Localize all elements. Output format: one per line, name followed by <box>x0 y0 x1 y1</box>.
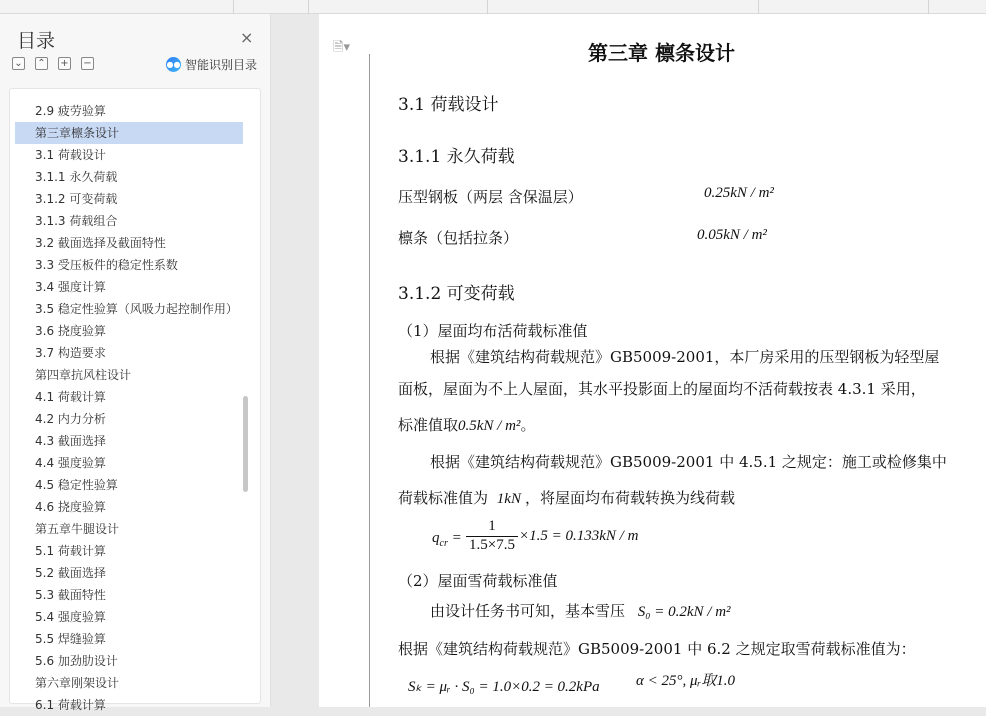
dead-load-2-label: 檩条（包括拉条） <box>398 229 519 247</box>
paragraph-3 <box>430 600 731 621</box>
toc-item[interactable]: 5.2 截面选择 <box>35 566 106 580</box>
equation-1-fraction <box>466 518 518 554</box>
equation-1-lhs: $q_{cr}$ = <box>432 530 462 549</box>
dead-load-1-value: 0.25kN / m² <box>704 185 774 201</box>
toc-scrollbar[interactable] <box>243 396 248 492</box>
toc-item[interactable]: 3.1.2 可变荷载 <box>35 192 118 206</box>
toc-item[interactable]: 3.7 构造要求 <box>35 346 106 360</box>
paragraph-2-text: 荷载标准值为 <box>398 489 489 507</box>
toc-item[interactable]: 3.2 截面选择及截面特性 <box>35 236 166 250</box>
ai-icon: ●● <box>166 57 181 72</box>
paragraph-1-text: 标准值取 <box>398 416 459 434</box>
live-load-value: 0.5kN / m² <box>458 418 521 434</box>
equation-2-condition: α < 25°, μᵣ取1.0 <box>636 673 735 689</box>
dead-load-1-label: 压型钢板（两层 含保温层） <box>398 188 583 206</box>
chapter-title: 第三章 檩条设计 <box>588 41 735 65</box>
paragraph-2-line-1: 根据《建筑结构荷载规范》GB5009-2001 中 4.5.1 之规定：施工或检修集中 <box>430 453 947 471</box>
toc-toolbar <box>12 57 94 70</box>
section-3-1-heading: 3.1 荷载设计 <box>398 95 499 115</box>
toc-item[interactable]: 4.5 稳定性验算 <box>35 478 118 492</box>
smart-toc-button[interactable] <box>166 56 257 73</box>
toc-item[interactable]: 4.1 荷载计算 <box>35 390 106 404</box>
paragraph-1-end: 。 <box>520 416 536 434</box>
item-1-heading: （1）屋面均布活荷载标准值 <box>398 322 588 340</box>
paragraph-1-line-2: 面板，屋面为不上人屋面，其水平投影面上的屋面均不活荷载按表 4.3.1 采用， <box>398 380 926 398</box>
toc-item[interactable]: 第三章檩条设计 <box>15 122 243 144</box>
remove-level-button[interactable]: − <box>81 57 94 70</box>
dead-load-2-value: 0.05kN / m² <box>697 227 767 243</box>
paragraph-2-end: ，将屋面均布荷载转换为线荷载 <box>524 489 735 507</box>
toc-item[interactable]: 3.5 稳定性验算（风吸力起控制作用） <box>35 302 238 316</box>
toc-item[interactable]: 3.6 挠度验算 <box>35 324 106 338</box>
margin-line <box>369 54 370 707</box>
eq1-denominator: 1.5×7.5 <box>469 537 515 553</box>
smart-toc-label: 智能识别目录 <box>185 58 258 72</box>
item-2-heading: （2）屋面雪荷载标准值 <box>398 572 558 590</box>
toc-item[interactable]: 3.3 受压板件的稳定性系数 <box>35 258 178 272</box>
toc-item[interactable]: 5.4 强度验算 <box>35 610 106 624</box>
toc-item[interactable]: 4.6 挠度验算 <box>35 500 106 514</box>
toc-item[interactable]: 5.3 截面特性 <box>35 588 106 602</box>
toc-item[interactable]: 3.4 强度计算 <box>35 280 106 294</box>
toc-item[interactable]: 2.9 疲劳验算 <box>35 104 106 118</box>
toc-item[interactable]: 5.1 荷载计算 <box>35 544 106 558</box>
paragraph-3-text: 由设计任务书可知，基本雪压 <box>430 602 626 620</box>
toc-item[interactable]: 第四章抗风柱设计 <box>35 368 132 382</box>
eq1-q: q <box>432 530 440 546</box>
section-3-1-1-heading: 3.1.1 永久荷载 <box>398 147 515 167</box>
equation-2: Sₖ = μᵣ · S₀ = 1.0×0.2 = 0.2kPa <box>408 679 600 695</box>
toc-list <box>9 88 261 712</box>
toc-item[interactable]: 5.6 加劲肋设计 <box>35 654 118 668</box>
toc-item[interactable]: 4.2 内力分析 <box>35 412 106 426</box>
document-icon[interactable]: 🗎▾ <box>333 40 350 55</box>
concentrated-load-value: 1kN <box>496 491 521 507</box>
collapse-all-button[interactable]: ⌄ <box>12 57 25 70</box>
eq1-numerator: 1 <box>466 518 518 537</box>
eq1-sub: cr <box>439 538 448 549</box>
toc-item[interactable]: 3.1.1 永久荷载 <box>35 170 118 184</box>
toc-item[interactable]: 4.4 强度验算 <box>35 456 106 470</box>
toc-title: 目录 <box>17 30 56 52</box>
toc-item[interactable]: 5.5 焊缝验算 <box>35 632 106 646</box>
toc-panel <box>0 14 271 712</box>
add-level-button[interactable]: + <box>58 57 71 70</box>
expand-up-button[interactable]: ⌃ <box>35 57 48 70</box>
toc-item[interactable]: 第六章刚架设计 <box>35 676 120 690</box>
paragraph-4: 根据《建筑结构荷载规范》GB5009-2001 中 6.2 之规定取雪荷载标准值为： <box>398 640 916 658</box>
toc-item[interactable]: 6.1 荷载计算 <box>35 698 106 712</box>
ruler-strip <box>0 0 986 14</box>
close-icon[interactable]: × <box>240 28 254 47</box>
toc-item[interactable]: 3.1 荷载设计 <box>35 148 106 162</box>
paragraph-2-line-2 <box>398 487 735 508</box>
paragraph-1-line-1: 根据《建筑结构荷载规范》GB5009-2001，本厂房采用的压型钢板为轻型屋 <box>430 348 940 366</box>
snow-pressure-value: S₀ = 0.2kN / m² <box>637 604 731 620</box>
equation-1-rhs: ×1.5 = 0.133kN / m <box>519 528 639 544</box>
paragraph-1-line-3 <box>398 414 535 435</box>
toc-item[interactable]: 3.1.3 荷载组合 <box>35 214 118 228</box>
toc-item[interactable]: 第五章牛腿设计 <box>35 522 120 536</box>
section-3-1-2-heading: 3.1.2 可变荷载 <box>398 284 515 304</box>
toc-item[interactable]: 4.3 截面选择 <box>35 434 106 448</box>
